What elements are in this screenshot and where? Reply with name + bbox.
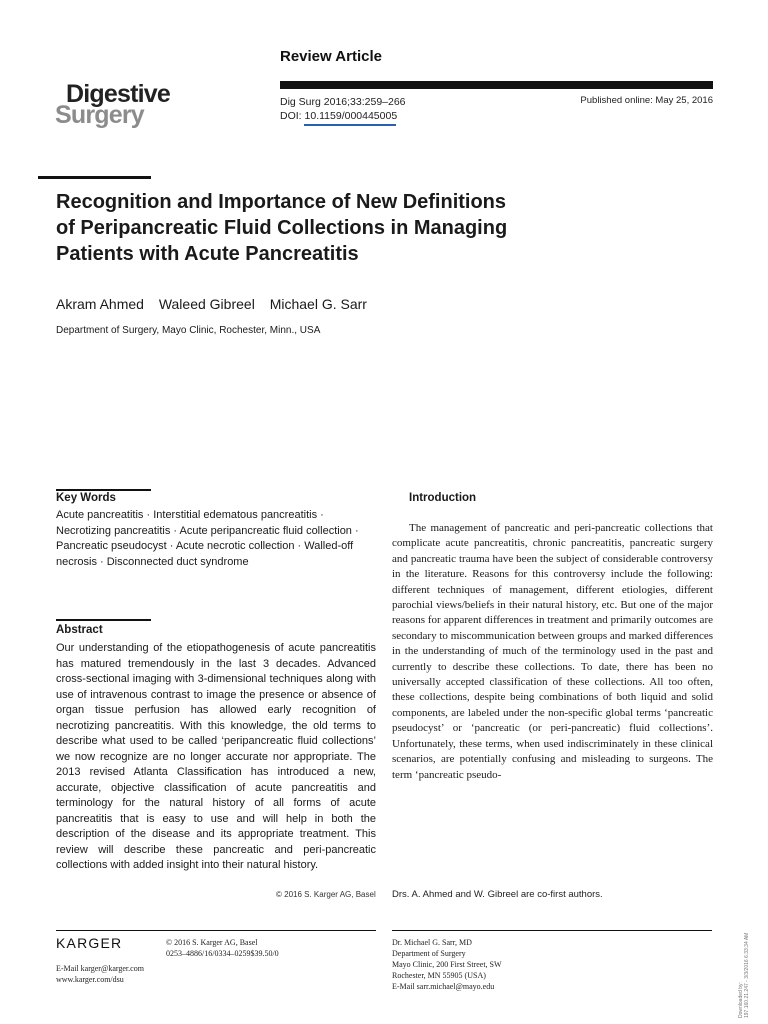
- keywords-rule: [56, 489, 151, 491]
- publisher-contact: [56, 963, 144, 985]
- title-rule: [38, 176, 151, 179]
- issn-line: 0253–4886/16/0334–0259$39.50/0: [166, 949, 279, 958]
- download-stamp-line: 197.160.21.247 - 3/3/2016 6:33:34 AM: [744, 932, 750, 1018]
- abstract-text: Our understanding of the etiopathogenesis of acute pancreatitis has matured tremendously in the last 3 decades. Advanced cross-sectional imaging with 3-dimensional techniques along with use of intravenous contrast to image the presence or absence of organ tissue perfusion has allowed early recognition of necrotizing pancreatitis. With this knowledge, the old terms to describe what used to be called ‘peripancreatic fluid collections’ we now recognize are no longer accurate nor appropriate. The 2013 revised Atlanta Classification has introduced a new, accurate, objective classification of acute pancreatitis and terminology for the natural history of all forms of acute pancreatitis that is easy to use and will help in both the description of the disease and its appropriate treatment. This review will describe these pancreatic and peri-pancreatic collections with added insight into their natural history.: [56, 642, 376, 871]
- footer-rule-right: [392, 930, 712, 931]
- correspondent-department: Department of Surgery: [392, 949, 466, 958]
- article-title: [56, 189, 616, 267]
- correspondent-city: Rochester, MN 55905 (USA): [392, 971, 486, 980]
- journal-logo-line2: Surgery: [55, 101, 144, 129]
- title-line: of Peripancreatic Fluid Collections in Managing: [56, 217, 508, 239]
- doi-link[interactable]: 10.1159/000445005: [304, 110, 398, 122]
- co-first-author-note: Drs. A. Ahmed and W. Gibreel are co-first authors.: [392, 889, 603, 900]
- abstract-copyright: © 2016 S. Karger AG, Basel: [276, 890, 376, 899]
- header-rule: [280, 81, 713, 89]
- author-name: Michael G. Sarr: [269, 296, 367, 312]
- publisher-copyright: [166, 937, 279, 959]
- title-line: Patients with Acute Pancreatitis: [56, 243, 359, 265]
- citation-text: Dig Surg 2016;33:259–266: [280, 96, 406, 108]
- article-type-label: Review Article: [280, 48, 382, 65]
- keywords-text: Acute pancreatitis · Interstitial edematous pancreatitis · Necrotizing pancreatitis · Acute peripancreatic fluid collection · Pancreatic pseudocyst · Acute necrotic collection · Walled-off necrosis · Disconnected duct syndrome: [56, 509, 359, 568]
- introduction-body: [392, 521, 713, 783]
- footer-rule-left: [56, 930, 376, 931]
- correspondent-email[interactable]: E-Mail sarr.michael@mayo.edu: [392, 982, 495, 991]
- correspondence-address: [392, 937, 502, 992]
- introduction-paragraph: The management of pancreatic and peri-pancreatic collections that complicate acute pancreatitis, chronic pancreatitis, pancreatic surgery and pancreatic trauma have been the subject of considerable controversy in the literature. Reasons for this controversy include the following: different techniques of management, different etiologies, different parochial views/beliefs in their natural history, etc. But one of the major reasons for apparent differences in treatment and primarily outcomes are secondary to miscommunication between groups and marked differences in the understanding of much of the terminology used in the past and currently to describe these collections. To date, there has been no universally accepted classification of these collections. All too often, these collections, despite being combinations of both liquid and solid components, are labeled under the non-specific global terms ‘pancreatic pseudocyst’ or ‘pancreatic (or peri-pancreatic) fluid collections’. Unfortunately, these terms, when used indiscriminately in these clinical scenarios, are potentially confusing and misleading to surgeons. The term ‘pancreatic pseudo-: [392, 522, 713, 781]
- affiliation: Department of Surgery, Mayo Clinic, Rochester, Minn., USA: [56, 325, 321, 336]
- abstract-rule: [56, 619, 151, 621]
- keywords-heading: Key Words: [56, 492, 116, 504]
- author-name: Akram Ahmed: [56, 296, 144, 312]
- doi-line: [280, 109, 406, 123]
- publisher-email[interactable]: E-Mail karger@karger.com: [56, 964, 144, 973]
- introduction-heading: Introduction: [409, 492, 477, 504]
- download-stamp: [738, 933, 750, 1018]
- journal-logo-line1: Digestive: [66, 80, 170, 108]
- published-date: Published online: May 25, 2016: [580, 95, 713, 106]
- doi-label: DOI:: [280, 110, 302, 122]
- correspondent-name: Dr. Michael G. Sarr, MD: [392, 938, 472, 947]
- publisher-logo: KARGER: [56, 935, 123, 951]
- publisher-website[interactable]: www.karger.com/dsu: [56, 975, 124, 984]
- author-name: Waleed Gibreel: [158, 296, 255, 312]
- download-stamp-line: Downloaded by:: [738, 982, 744, 1018]
- abstract-heading: Abstract: [56, 624, 103, 636]
- copyright-line: © 2016 S. Karger AG, Basel: [166, 938, 258, 947]
- author-list: [56, 296, 378, 312]
- doi-underline: [304, 124, 396, 126]
- citation-block: [280, 95, 406, 123]
- correspondent-street: Mayo Clinic, 200 First Street, SW: [392, 960, 502, 969]
- title-line: Recognition and Importance of New Definitions: [56, 191, 507, 213]
